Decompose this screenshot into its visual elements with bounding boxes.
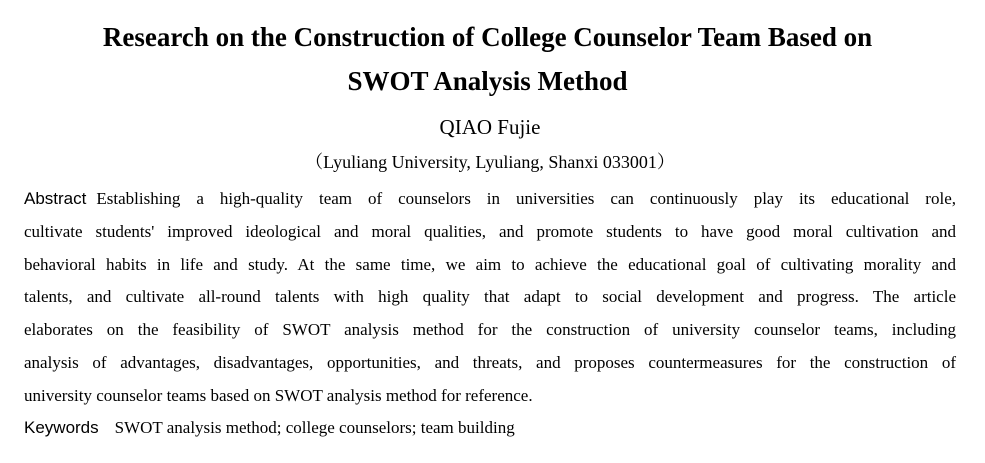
keywords-text: SWOT analysis method; college counselors; team building	[114, 418, 515, 437]
paper-title	[0, 15, 975, 103]
abstract-text-line-3: behavioral habits in life and study. At the same time, we aim to achieve the educational goal of cultivating morality and	[24, 254, 956, 274]
abstract-text-line-1: Establishing a high-quality team of counselors in universities can continuously play its educational role,	[96, 189, 956, 208]
abstract-text-line-6: analysis of advantages, disadvantages, opportunities, and threats, and proposes countermeasures for the construction of	[24, 352, 956, 372]
author-name: QIAO Fujie	[439, 115, 541, 139]
paper-title-line-1: Research on the Construction of College Counselor Team Based on	[102, 22, 873, 52]
keywords-label: Keywords	[24, 418, 99, 437]
abstract-text-line-2: cultivate students' improved ideological and moral qualities, and promote students to have good moral cultivation and	[24, 221, 956, 241]
abstract-section	[24, 183, 956, 413]
abstract-text-line-7: university counselor teams based on SWOT analysis method for reference.	[24, 385, 533, 405]
abstract-line-1	[24, 183, 956, 216]
author-affiliation: （Lyuliang University, Lyuliang, Shanxi 033001）	[305, 152, 675, 172]
abstract-label: Abstract	[24, 189, 87, 208]
abstract-text-line-4: talents, and cultivate all-round talents with high quality that adapt to social development and progress. The article	[24, 287, 956, 307]
keywords-section	[24, 412, 956, 444]
paper-title-line-2: SWOT Analysis Method	[347, 66, 628, 96]
abstract-text-line-5: elaborates on the feasibility of SWOT analysis method for the construction of university counselor teams, including	[24, 320, 956, 340]
